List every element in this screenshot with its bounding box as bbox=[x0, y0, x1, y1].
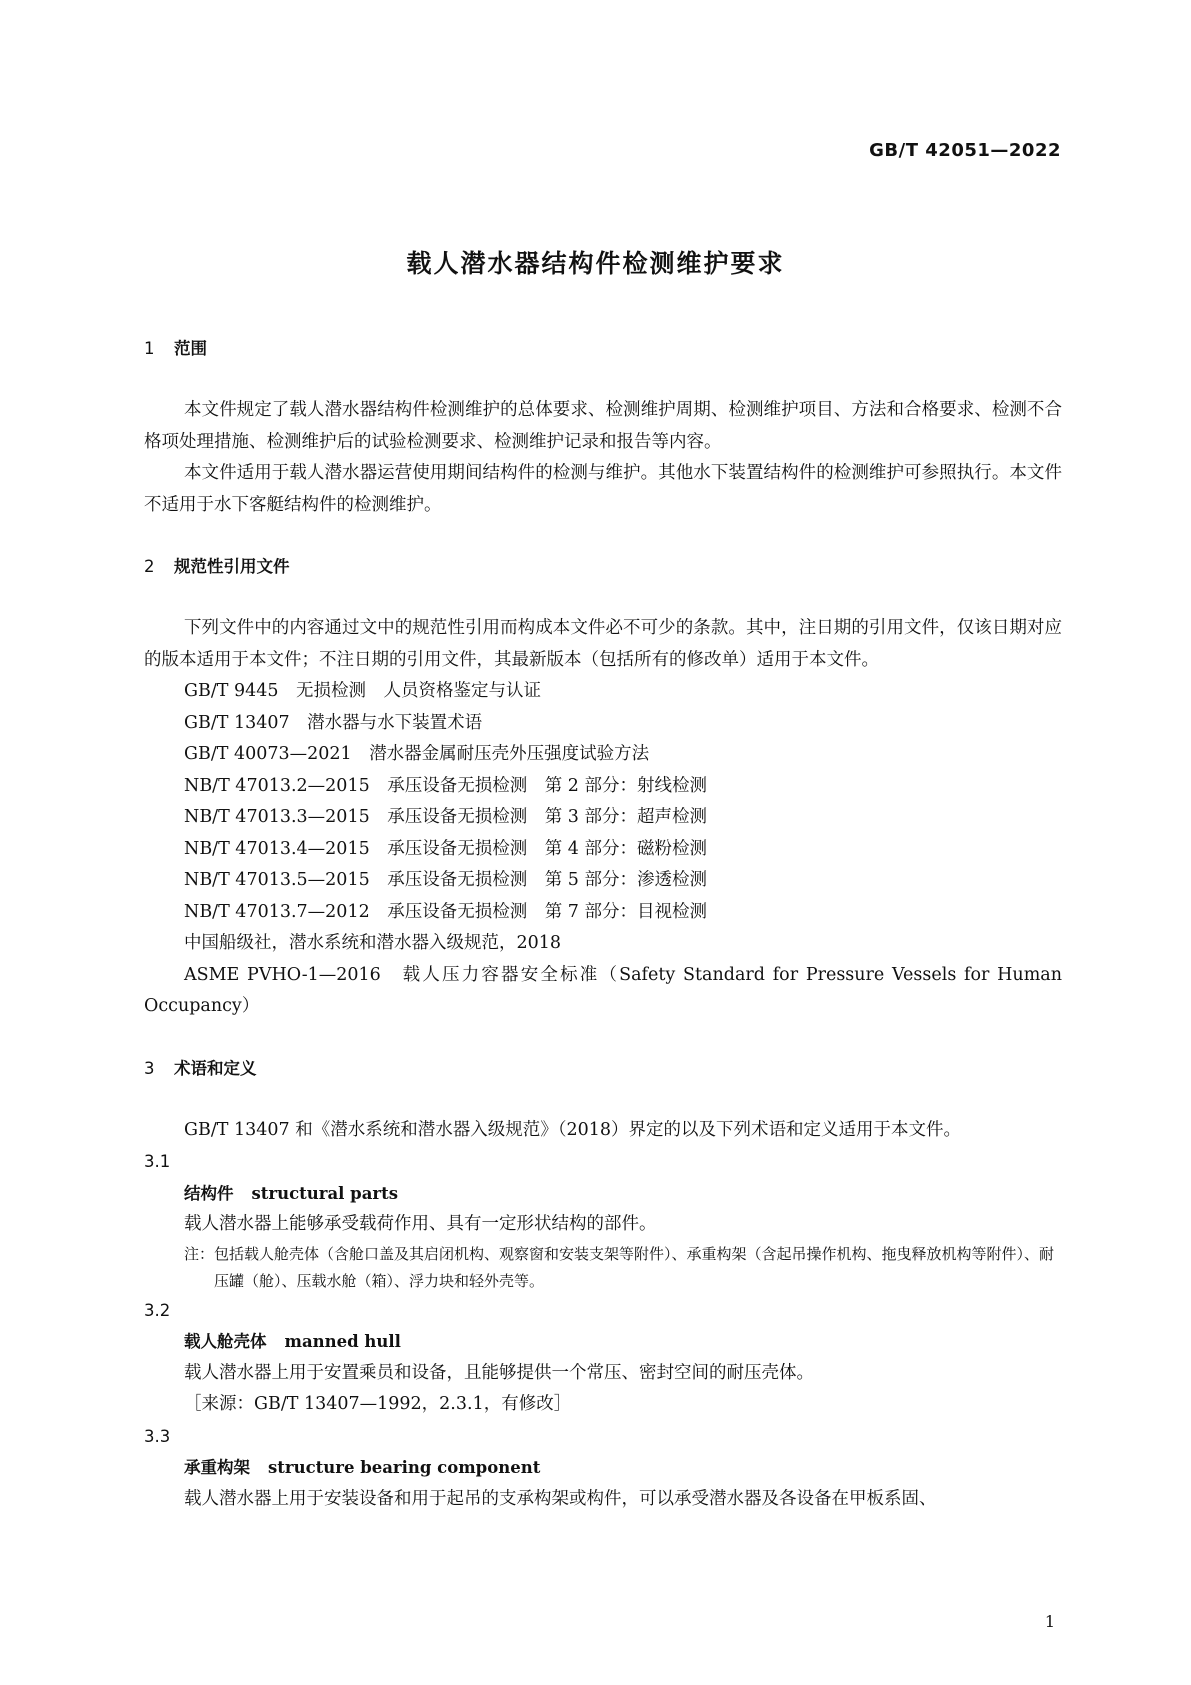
reference-title: 无损检测 人员资格鉴定与认证 bbox=[296, 681, 542, 701]
section-1-heading bbox=[144, 333, 1062, 365]
reference-code: GB/T 13407 bbox=[184, 712, 290, 733]
term-en: structure bearing component bbox=[268, 1458, 541, 1477]
note-text: 包括载人舱壳体（含舱口盖及其启闭机构、观察窗和安装支架等附件）、承重构架（含起吊操作机构、拖曳释放机构等附件）、耐压罐（舱）、压载水舱（箱）、浮力块和轻外壳等。 bbox=[214, 1244, 1055, 1290]
document-body bbox=[144, 333, 1062, 1515]
reference-item bbox=[144, 739, 1062, 771]
reference-item bbox=[144, 771, 1062, 803]
reference-code: NB/T 47013.2—2015 bbox=[184, 775, 370, 796]
term-heading bbox=[144, 1452, 1062, 1484]
term-number: 3.1 bbox=[144, 1152, 171, 1171]
reference-code: NB/T 47013.5—2015 bbox=[184, 870, 370, 890]
reference-code: GB/T 40073—2021 bbox=[184, 744, 352, 764]
term-cn: 承重构架 bbox=[184, 1458, 250, 1477]
term-source: ［来源：GB/T 13407—1992，2.3.1，有修改］ bbox=[184, 1394, 572, 1414]
term-definition: 载人潜水器上能够承受载荷作用、具有一定形状结构的部件。 bbox=[184, 1214, 657, 1234]
term-cn: 结构件 bbox=[184, 1183, 234, 1203]
reference-item bbox=[144, 865, 1062, 897]
term-number: 3.3 bbox=[144, 1426, 171, 1446]
reference-title: 承压设备无损检测 第 3 部分：超声检测 bbox=[387, 807, 707, 827]
term-definition: 载人潜水器上用于安装设备和用于起吊的支承构架或构件，可以承受潜水器及各设备在甲板系固、 bbox=[184, 1488, 937, 1509]
term-en: manned hull bbox=[284, 1332, 401, 1351]
reference-title: 潜水器金属耐压壳外压强度试验方法 bbox=[369, 744, 650, 764]
reference-title: 承压设备无损检测 第 2 部分：射线检测 bbox=[387, 775, 707, 796]
note-label: 注： bbox=[184, 1244, 215, 1263]
section-title: 规范性引用文件 bbox=[174, 557, 290, 576]
reference-code: NB/T 47013.4—2015 bbox=[184, 838, 370, 859]
reference-code: GB/T 9445 bbox=[184, 681, 279, 701]
term-cn: 载人舱壳体 bbox=[184, 1332, 267, 1351]
section-2-heading bbox=[144, 551, 1062, 583]
reference-title: 承压设备无损检测 第 5 部分：渗透检测 bbox=[387, 870, 707, 890]
scope-paragraph: 本文件适用于载人潜水器运营使用期间结构件的检测与维护。其他水下装置结构件的检测维护可参照执行。本文件不适用于水下客艇结构件的检测维护。 bbox=[144, 463, 1062, 515]
section-3-heading bbox=[144, 1053, 1062, 1085]
reference-ccs: 中国船级社，潜水系统和潜水器入级规范，2018 bbox=[184, 933, 562, 953]
term-en: structural parts bbox=[251, 1183, 398, 1203]
normative-intro: 下列文件中的内容通过文中的规范性引用而构成本文件必不可少的条款。其中，注日期的引用文件，仅该日期对应的版本适用于本文件；不注日期的引用文件，其最新版本（包括所有的修改单）适用于本文件。 bbox=[144, 618, 1062, 670]
scope-paragraph: 本文件规定了载人潜水器结构件检测维护的总体要求、检测维护周期、检测维护项目、方法和合格要求、检测不合格项处理措施、检测维护后的试验检测要求、检测维护记录和报告等内容。 bbox=[144, 400, 1062, 452]
section-title: 范围 bbox=[174, 339, 207, 358]
term-note bbox=[144, 1241, 1062, 1295]
reference-code: NB/T 47013.3—2015 bbox=[184, 807, 370, 827]
term-heading bbox=[144, 1178, 1062, 1210]
section-number: 2 bbox=[144, 557, 155, 576]
reference-title: 潜水器与水下装置术语 bbox=[307, 712, 483, 733]
reference-item bbox=[144, 676, 1062, 708]
reference-item bbox=[144, 802, 1062, 834]
page-number: 1 bbox=[1044, 1612, 1055, 1631]
reference-code: NB/T 47013.7—2012 bbox=[184, 901, 370, 922]
terms-intro: GB/T 13407 和《潜水系统和潜水器入级规范》（2018）界定的以及下列术语和定义适用于本文件。 bbox=[184, 1119, 961, 1140]
reference-item bbox=[144, 897, 1062, 929]
reference-item bbox=[144, 708, 1062, 740]
reference-title: 承压设备无损检测 第 4 部分：磁粉检测 bbox=[387, 838, 707, 859]
term-heading bbox=[144, 1326, 1062, 1358]
reference-item bbox=[144, 834, 1062, 866]
section-number: 3 bbox=[144, 1058, 155, 1078]
standard-code: GB/T 42051—2022 bbox=[869, 140, 1061, 161]
section-number: 1 bbox=[144, 339, 155, 358]
reference-asme: ASME PVHO-1—2016 载人压力容器安全标准（Safety Standard for Pressure Vessels for Human Occupancy） bbox=[144, 964, 1062, 1016]
term-number: 3.2 bbox=[144, 1300, 171, 1320]
term-definition: 载人潜水器上用于安置乘员和设备，且能够提供一个常压、密封空间的耐压壳体。 bbox=[184, 1362, 814, 1383]
section-title: 术语和定义 bbox=[174, 1058, 257, 1078]
reference-title: 承压设备无损检测 第 7 部分：目视检测 bbox=[387, 901, 707, 922]
document-title: 载人潜水器结构件检测维护要求 bbox=[406, 249, 785, 278]
